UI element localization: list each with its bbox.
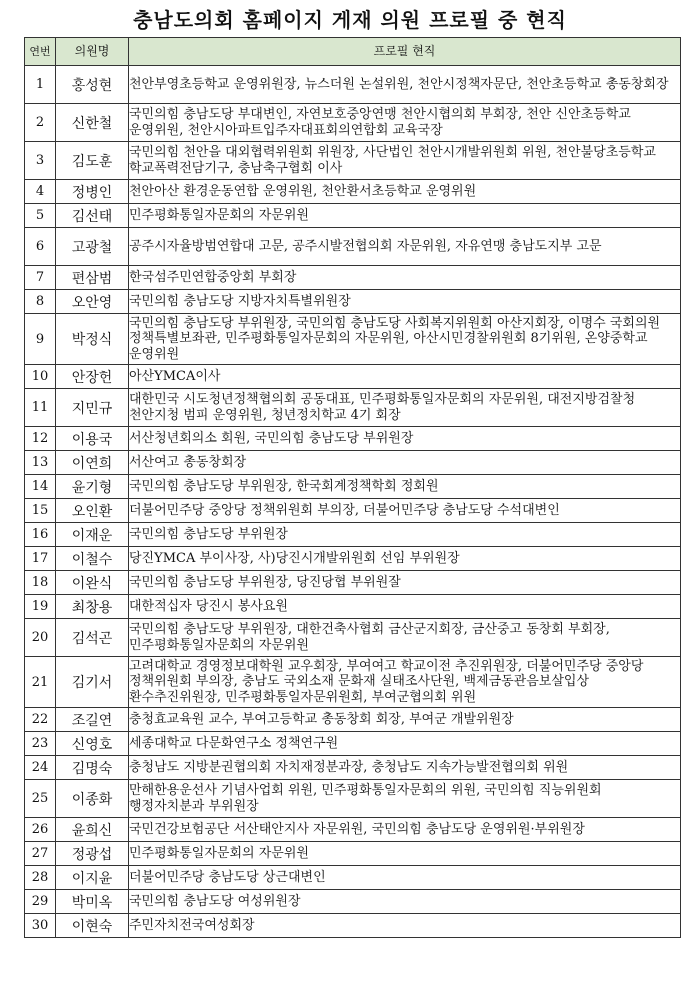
row-number: 5 <box>25 204 56 228</box>
table-row <box>25 499 681 523</box>
member-name: 정광섭 <box>56 842 129 866</box>
table-row <box>25 657 681 708</box>
member-profile: 공주시자율방범연합대 고문, 공주시발전협의회 자문위원, 자유연맹 충남도지부 고문 <box>129 228 681 266</box>
table-row <box>25 204 681 228</box>
member-profile: 세종대학교 다문화연구소 정책연구원 <box>129 732 681 756</box>
table-row <box>25 475 681 499</box>
row-number: 27 <box>25 842 56 866</box>
table-row <box>25 732 681 756</box>
table-row <box>25 228 681 266</box>
row-number: 14 <box>25 475 56 499</box>
row-number: 9 <box>25 314 56 365</box>
member-name: 김도훈 <box>56 142 129 180</box>
member-name: 오안영 <box>56 290 129 314</box>
row-number: 4 <box>25 180 56 204</box>
table-header-row <box>25 38 681 66</box>
member-name: 김석곤 <box>56 619 129 657</box>
table-row <box>25 818 681 842</box>
member-profile: 서산여고 총동창회장 <box>129 451 681 475</box>
member-profile: 국민의힘 천안을 대외협력위원회 위원장, 사단법인 천안시개발위원회 위원, 천안불당초등학교 학교폭력전담기구, 충남축구협회 이사 <box>129 142 681 180</box>
member-profile: 천안아산 환경운동연합 운영위원, 천안환서초등학교 운영위원 <box>129 180 681 204</box>
header-profile: 프로필 현직 <box>129 38 681 66</box>
member-profile: 국민의힘 충남도당 부대변인, 자연보호중앙연맹 천안시협의회 부회장, 천안 신안초등학교 운영위원, 천안시아파트입주자대표회의연합회 교육국장 <box>129 104 681 142</box>
table-row <box>25 389 681 427</box>
table-row <box>25 66 681 104</box>
row-number: 21 <box>25 657 56 708</box>
row-number: 30 <box>25 914 56 938</box>
member-name: 김선태 <box>56 204 129 228</box>
row-number: 20 <box>25 619 56 657</box>
table-row <box>25 890 681 914</box>
row-number: 17 <box>25 547 56 571</box>
member-name: 이재운 <box>56 523 129 547</box>
member-profile: 대한적십자 당진시 봉사요원 <box>129 595 681 619</box>
row-number: 7 <box>25 266 56 290</box>
member-name: 윤희신 <box>56 818 129 842</box>
document-title: 충남도의회 홈페이지 게재 의원 프로필 중 현직 <box>133 8 567 32</box>
table-row <box>25 365 681 389</box>
member-profile: 아산YMCA이사 <box>129 365 681 389</box>
member-profile: 만해한용운선사 기념사업회 위원, 민주평화통일자문회의 위원, 국민의힘 직능위원회 행정자치분과 부위원장 <box>129 780 681 818</box>
row-number: 1 <box>25 66 56 104</box>
table-row <box>25 866 681 890</box>
member-name: 이지윤 <box>56 866 129 890</box>
row-number: 28 <box>25 866 56 890</box>
table-row <box>25 290 681 314</box>
member-profile: 대한민국 시도청년정책협의회 공동대표, 민주평화통일자문회의 자문위원, 대전지방검찰청 천안지청 범피 운영위원, 청년정치학교 4기 회장 <box>129 389 681 427</box>
member-profile: 국민의힘 충남도당 부위원장 <box>129 523 681 547</box>
table-row <box>25 914 681 938</box>
member-name: 이종화 <box>56 780 129 818</box>
member-profile: 한국섬주민연합중앙회 부회장 <box>129 266 681 290</box>
table-row <box>25 708 681 732</box>
table-row <box>25 842 681 866</box>
member-profile: 더불어민주당 중앙당 정책위원회 부의장, 더불어민주당 충남도당 수석대변인 <box>129 499 681 523</box>
member-name: 안장헌 <box>56 365 129 389</box>
row-number: 11 <box>25 389 56 427</box>
member-profile: 국민의힘 충남도당 지방자치특별위원장 <box>129 290 681 314</box>
table-row <box>25 547 681 571</box>
member-profile: 국민의힘 충남도당 부위원장, 대한건축사협회 금산군지회장, 금산중고 동창회 부회장, 민주평화통일자문회의 자문위원 <box>129 619 681 657</box>
table-row <box>25 266 681 290</box>
member-profile: 고려대학교 경영정보대학원 교우회장, 부여여고 학교이전 추진위원장, 더불어민주당 중앙당 정책위원회 부의장, 충남도 국외소재 문화재 실태조사단원, 백제금동관음보살입상 환수추진위원장, 민주평화통일자문위원회, 부여군협의회 위원 <box>129 657 681 708</box>
member-name: 오인환 <box>56 499 129 523</box>
member-name: 조길연 <box>56 708 129 732</box>
member-name: 이완식 <box>56 571 129 595</box>
row-number: 18 <box>25 571 56 595</box>
table-row <box>25 451 681 475</box>
table-row <box>25 619 681 657</box>
member-name: 지민규 <box>56 389 129 427</box>
member-name: 김명숙 <box>56 756 129 780</box>
header-number: 연번 <box>25 38 56 66</box>
header-name: 의원명 <box>56 38 129 66</box>
table-row <box>25 595 681 619</box>
member-name: 이현숙 <box>56 914 129 938</box>
row-number: 15 <box>25 499 56 523</box>
row-number: 25 <box>25 780 56 818</box>
member-name: 신영호 <box>56 732 129 756</box>
row-number: 10 <box>25 365 56 389</box>
table-row <box>25 180 681 204</box>
member-name: 최창용 <box>56 595 129 619</box>
member-name: 정병인 <box>56 180 129 204</box>
table-row <box>25 523 681 547</box>
table-row <box>25 427 681 451</box>
member-profile: 충청남도 지방분권협의회 자치재정분과장, 충청남도 지속가능발전협의회 위원 <box>129 756 681 780</box>
member-name: 신한철 <box>56 104 129 142</box>
row-number: 2 <box>25 104 56 142</box>
member-profile: 국민의힘 충남도당 부위원장, 한국회계정책학회 정회원 <box>129 475 681 499</box>
member-profile: 민주평화통일자문회의 자문위원 <box>129 842 681 866</box>
member-name: 이철수 <box>56 547 129 571</box>
member-profile: 서산청년회의소 회원, 국민의힘 충남도당 부위원장 <box>129 427 681 451</box>
member-name: 박미옥 <box>56 890 129 914</box>
row-number: 19 <box>25 595 56 619</box>
row-number: 3 <box>25 142 56 180</box>
table-row <box>25 314 681 365</box>
member-profile: 충청효교육원 교수, 부여고등학교 총동창회 회장, 부여군 개발위원장 <box>129 708 681 732</box>
table-row <box>25 104 681 142</box>
row-number: 6 <box>25 228 56 266</box>
member-name: 윤기형 <box>56 475 129 499</box>
row-number: 26 <box>25 818 56 842</box>
member-name: 고광철 <box>56 228 129 266</box>
member-profile: 국민의힘 충남도당 여성위원장 <box>129 890 681 914</box>
row-number: 8 <box>25 290 56 314</box>
member-profile: 천안부영초등학교 운영위원장, 뉴스더원 논설위원, 천안시정책자문단, 천안초등학교 총동창회장 <box>129 66 681 104</box>
row-number: 12 <box>25 427 56 451</box>
row-number: 29 <box>25 890 56 914</box>
table-row <box>25 756 681 780</box>
row-number: 24 <box>25 756 56 780</box>
table-row <box>25 142 681 180</box>
member-profile: 민주평화통일자문회의 자문위원 <box>129 204 681 228</box>
member-profile: 당진YMCA 부이사장, 사)당진시개발위원회 선임 부위원장 <box>129 547 681 571</box>
member-name: 홍성현 <box>56 66 129 104</box>
member-profile: 주민자치전국여성회장 <box>129 914 681 938</box>
member-name: 이연희 <box>56 451 129 475</box>
row-number: 13 <box>25 451 56 475</box>
council-profile-table <box>24 37 681 938</box>
member-profile: 더불어민주당 충남도당 상근대변인 <box>129 866 681 890</box>
member-name: 편삼범 <box>56 266 129 290</box>
member-profile: 국민의힘 충남도당 부위원장, 국민의힘 충남도당 사회복지위원회 아산지회장, 이명수 국회의원 정책특별보좌관, 민주평화통일자문회의 자문위원, 아산시민경찰위원회 8기위원, 온양중학교 운영위원 <box>129 314 681 365</box>
table-row <box>25 571 681 595</box>
table-row <box>25 780 681 818</box>
member-profile: 국민건강보험공단 서산태안지사 자문위원, 국민의힘 충남도당 운영위원·부위원장 <box>129 818 681 842</box>
row-number: 16 <box>25 523 56 547</box>
member-name: 김기서 <box>56 657 129 708</box>
member-name: 이용국 <box>56 427 129 451</box>
member-name: 박정식 <box>56 314 129 365</box>
row-number: 23 <box>25 732 56 756</box>
member-profile: 국민의힘 충남도당 부위원장, 당진당협 부위원잘 <box>129 571 681 595</box>
row-number: 22 <box>25 708 56 732</box>
